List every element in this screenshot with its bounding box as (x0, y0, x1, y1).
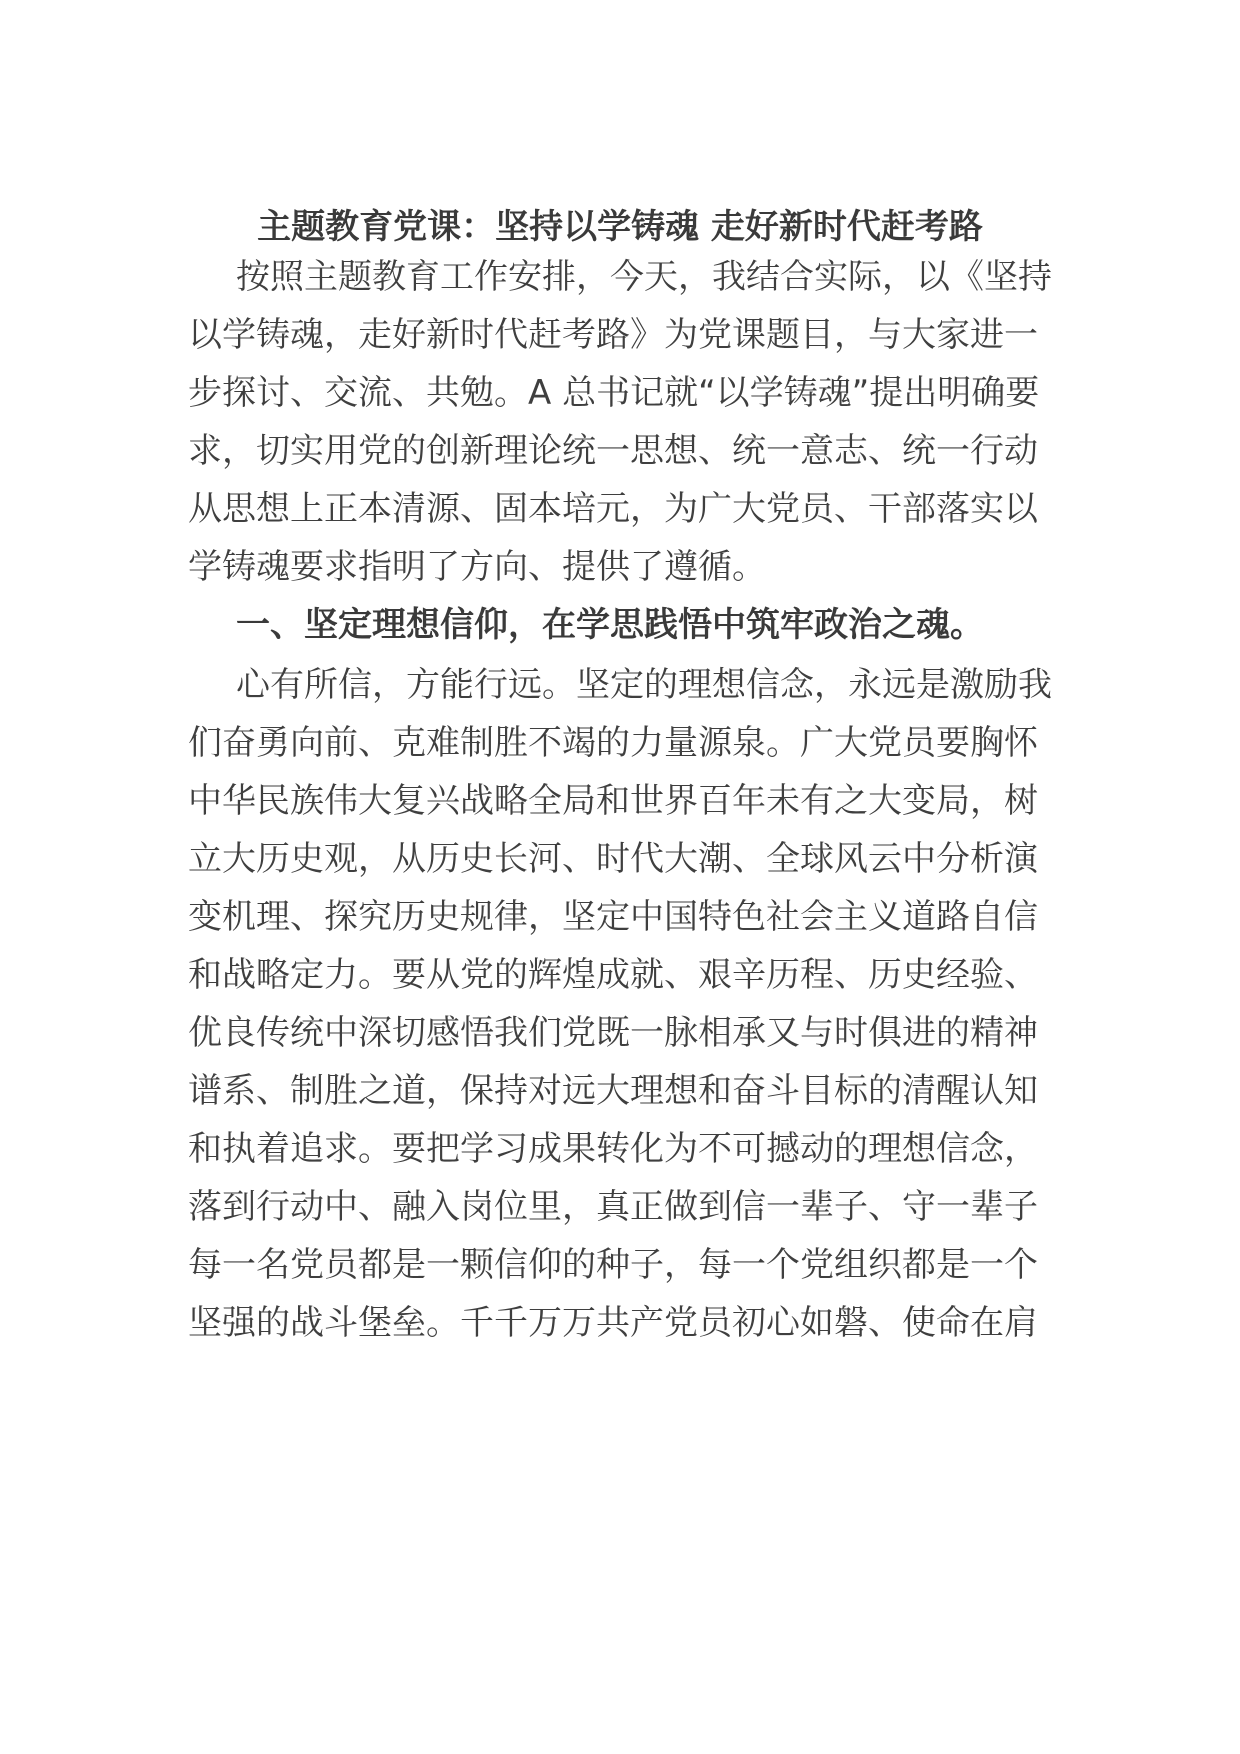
paragraph-2-line-7: 优良传统中深切感悟我们党既一脉相承又与时俱进的精神 (188, 1013, 1038, 1053)
paragraph-1-line-5: 从思想上正本清源、固本培元，为广大党员、干部落实以 (188, 489, 1038, 529)
paragraph-2-line-4: 立大历史观，从历史长河、时代大潮、全球风云中分析演 (188, 839, 1038, 879)
section-heading-1: 一、坚定理想信仰，在学思践悟中筑牢政治之魂。 (236, 605, 984, 645)
document-title: 主题教育党课：坚持以学铸魂 走好新时代赶考路 (257, 207, 983, 247)
paragraph-2-line-1: 心有所信，方能行远。坚定的理想信念，永远是激励我 (236, 665, 1052, 705)
paragraph-1-line-4: 求，切实用党的创新理论统一思想、统一意志、统一行动 (188, 431, 1038, 471)
paragraph-1-line-3: 步探讨、交流、共勉。A 总书记就“以学铸魂”提出明确要 (188, 373, 1040, 413)
paragraph-2-line-5: 变机理、探究历史规律，坚定中国特色社会主义道路自信 (188, 897, 1038, 937)
paragraph-2-line-9: 和执着追求。要把学习成果转化为不可撼动的理想信念， (188, 1129, 1038, 1169)
paragraph-2-line-3: 中华民族伟大复兴战略全局和世界百年未有之大变局，树 (188, 781, 1038, 821)
paragraph-2-line-12: 坚强的战斗堡垒。千千万万共产党员初心如磐、使命在肩 (188, 1303, 1038, 1343)
paragraph-2-line-2: 们奋勇向前、克难制胜不竭的力量源泉。广大党员要胸怀 (188, 723, 1038, 763)
paragraph-1-line-6: 学铸魂要求指明了方向、提供了遵循。 (188, 547, 766, 587)
paragraph-2-line-10: 落到行动中、融入岗位里，真正做到信一辈子、守一辈子 (188, 1187, 1038, 1227)
paragraph-2-line-6: 和战略定力。要从党的辉煌成就、艰辛历程、历史经验、 (188, 955, 1038, 995)
paragraph-2-line-11: 每一名党员都是一颗信仰的种子，每一个党组织都是一个 (188, 1245, 1038, 1285)
paragraph-1-line-2: 以学铸魂，走好新时代赶考路》为党课题目，与大家进一 (188, 315, 1038, 355)
paragraph-1-line-1: 按照主题教育工作安排，今天，我结合实际，以《坚持 (236, 257, 1052, 297)
paragraph-2-line-8: 谱系、制胜之道，保持对远大理想和奋斗目标的清醒认知 (188, 1071, 1038, 1111)
